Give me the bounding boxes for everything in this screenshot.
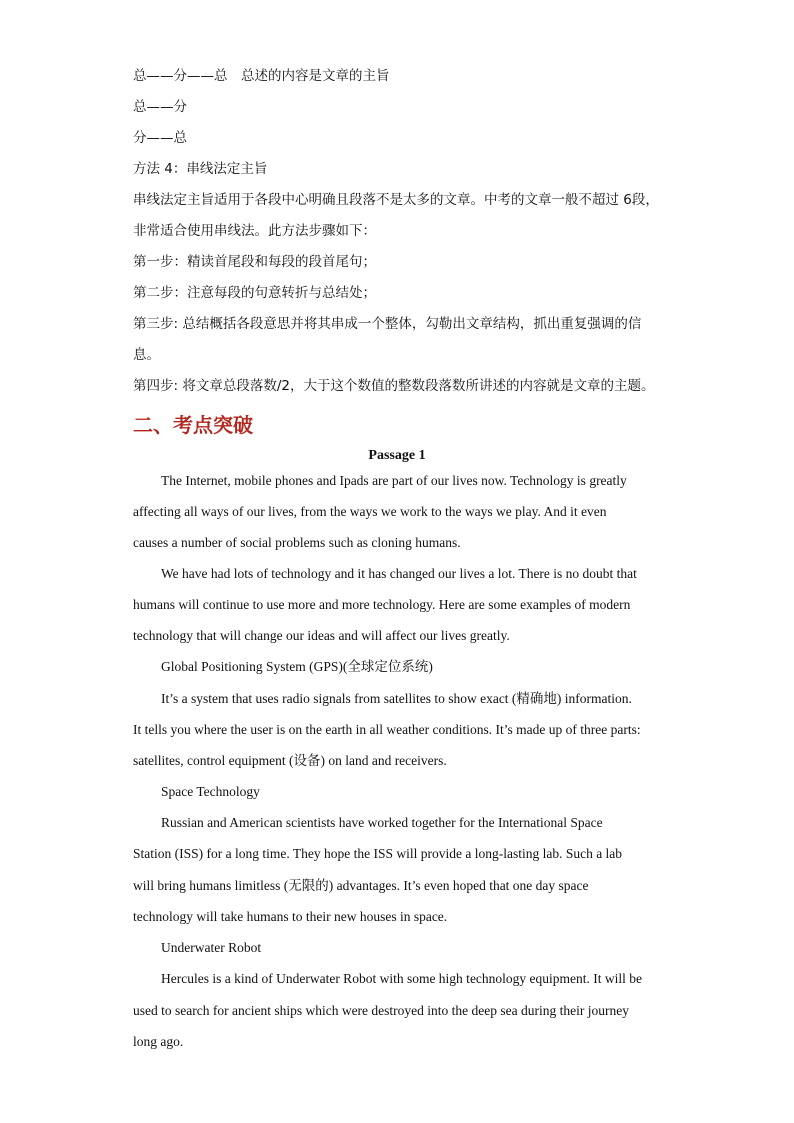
step-four: 第四步: 将文章总段落数/2，大于这个数值的整数段落数所讲述的内容就是文章的主题。 (133, 378, 655, 394)
passage-line: humans will continue to use more and more technology. Here are some examples of modern (133, 597, 631, 612)
passage-line: causes a number of social problems such as cloning humans. (133, 535, 461, 550)
passage-line: long ago. (133, 1034, 184, 1049)
passage-line: Hercules is a kind of Underwater Robot with some high technology equipment. It will be (161, 971, 643, 986)
step-two: 第二步：注意每段的句意转折与总结处； (133, 285, 376, 301)
method-4-intro-line: 串线法定主旨适用于各段中心明确且段落不是太多的文章。中考的文章一般不超过 6段， (133, 192, 659, 208)
passage-line: It’s a system that uses radio signals from satellites to show exact (精确地) information. (161, 691, 632, 706)
passage-line: affecting all ways of our lives, from the ways we work to the ways we play. And it even (133, 504, 607, 519)
passage-line: We have had lots of technology and it has changed our lives a lot. There is no doubt that (161, 566, 637, 581)
passage-line: The Internet, mobile phones and Ipads are part of our lives now. Technology is greatly (161, 473, 627, 488)
method-4-heading: 方法 4：串线法定主旨 (133, 161, 268, 177)
passage-line: It tells you where the user is on the earth in all weather conditions. It’s made up of three parts: (133, 722, 641, 737)
structure-fen-zong: 分——总 (133, 130, 187, 146)
passage-line: used to search for ancient ships which were destroyed into the deep sea during their journey (133, 1003, 629, 1018)
passage-line: technology that will change our ideas and will affect our lives greatly. (133, 628, 510, 643)
subheading-underwater-robot: Underwater Robot (161, 940, 262, 955)
step-three: 第三步: 总结概括各段意思并将其串成一个整体，勾勒出文章结构，抓出重复强调的信 (133, 316, 642, 332)
step-three-continued: 息。 (133, 347, 160, 363)
passage-line: Russian and American scientists have worked together for the International Space (161, 815, 603, 830)
passage-line: Station (ISS) for a long time. They hope the ISS will provide a long-lasting lab. Such a lab (133, 846, 623, 861)
step-one: 第一步：精读首尾段和每段的段首尾句； (133, 254, 376, 270)
section-heading: 二、考点突破 (133, 413, 253, 437)
structure-zong-fen: 总——分 (133, 99, 187, 115)
method-4-intro-line: 非常适合使用串线法。此方法步骤如下： (133, 223, 376, 239)
passage-line: technology will take humans to their new houses in space. (133, 909, 448, 924)
passage-line: will bring humans limitless (无限的) advantages. It’s even hoped that one day space (133, 878, 589, 893)
passage-title: Passage 1 (368, 448, 426, 463)
structure-zong-fen-zong: 总——分——总 总述的内容是文章的主旨 (133, 68, 390, 84)
passage-line: satellites, control equipment (设备) on land and receivers. (133, 753, 447, 768)
subheading-space-technology: Space Technology (161, 784, 260, 799)
subheading-gps: Global Positioning System (GPS)(全球定位系统) (161, 659, 433, 674)
